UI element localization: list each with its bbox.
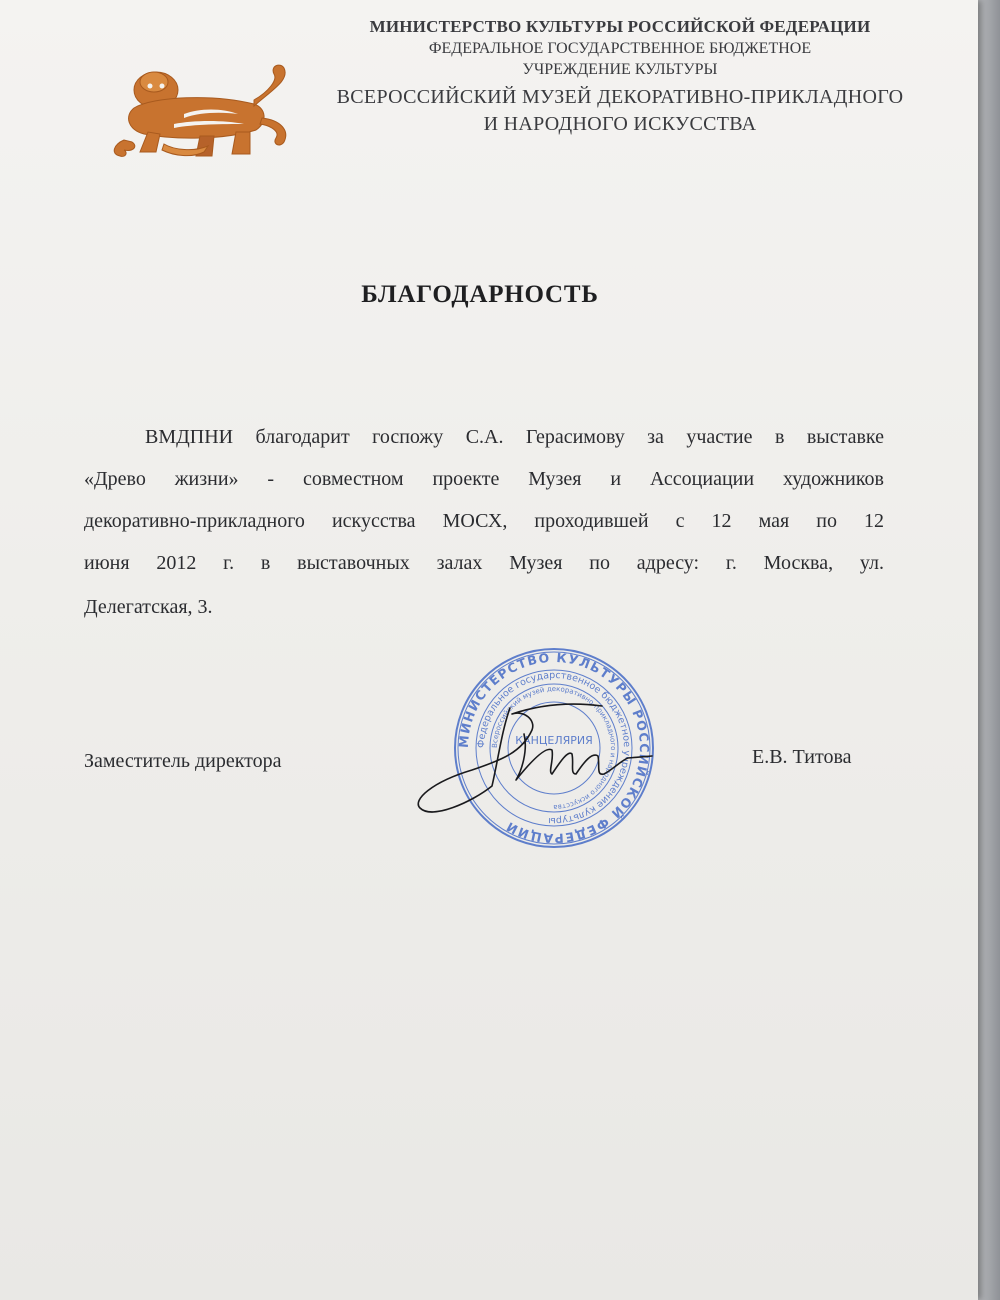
institution-type-line-2: УЧРЕЖДЕНИЕ КУЛЬТУРЫ: [522, 61, 718, 78]
signer-name: Е.В. Титова: [752, 746, 852, 768]
body-line-4: июня 2012 г. в выставочных залах Музея по адресу: г. Москва, ул.: [84, 552, 884, 574]
signer-position: Заместитель директора: [84, 750, 282, 772]
stamp-middle-text: Федеральное государственное бюджетное учреждение культуры: [475, 669, 633, 827]
handwritten-signature-icon: [412, 690, 662, 820]
body-line-2: «Древо жизни» - совместном проекте Музея и Ассоциации художников: [84, 468, 884, 490]
stamp-center-text: КАНЦЕЛЯРИЯ: [515, 734, 593, 747]
body-line-5: Делегатская, 3.: [84, 596, 213, 618]
body-line-1: ВМДПНИ благодарит госпожу С.А. Герасимову за участие в выставке: [145, 426, 884, 448]
body-line-3: декоративно-прикладного искусства МОСХ, проходившей с 12 мая по 12: [84, 510, 884, 532]
stamp-inner-text: Всероссийский музей декоративно-прикладного и народного искусства: [490, 684, 618, 812]
museum-name-line-1: ВСЕРОССИЙСКИЙ МУЗЕЙ ДЕКОРАТИВНО-ПРИКЛАДНОГО: [336, 86, 904, 108]
institution-type-line-1: ФЕДЕРАЛЬНОЕ ГОСУДАРСТВЕННОЕ БЮДЖЕТНОЕ: [428, 40, 812, 57]
stamp-outer-text: МИНИСТЕРСТВО КУЛЬТУРЫ РОССИЙСКОЙ ФЕДЕРАЦИИ: [455, 649, 653, 847]
museum-name-line-2: И НАРОДНОГО ИСКУССТВА: [483, 113, 757, 135]
document-title: БЛАГОДАРНОСТЬ: [361, 281, 599, 308]
lion-emblem-icon: [104, 60, 294, 162]
ministry-header: МИНИСТЕРСТВО КУЛЬТУРЫ РОССИЙСКОЙ ФЕДЕРАЦИИ: [369, 17, 871, 36]
